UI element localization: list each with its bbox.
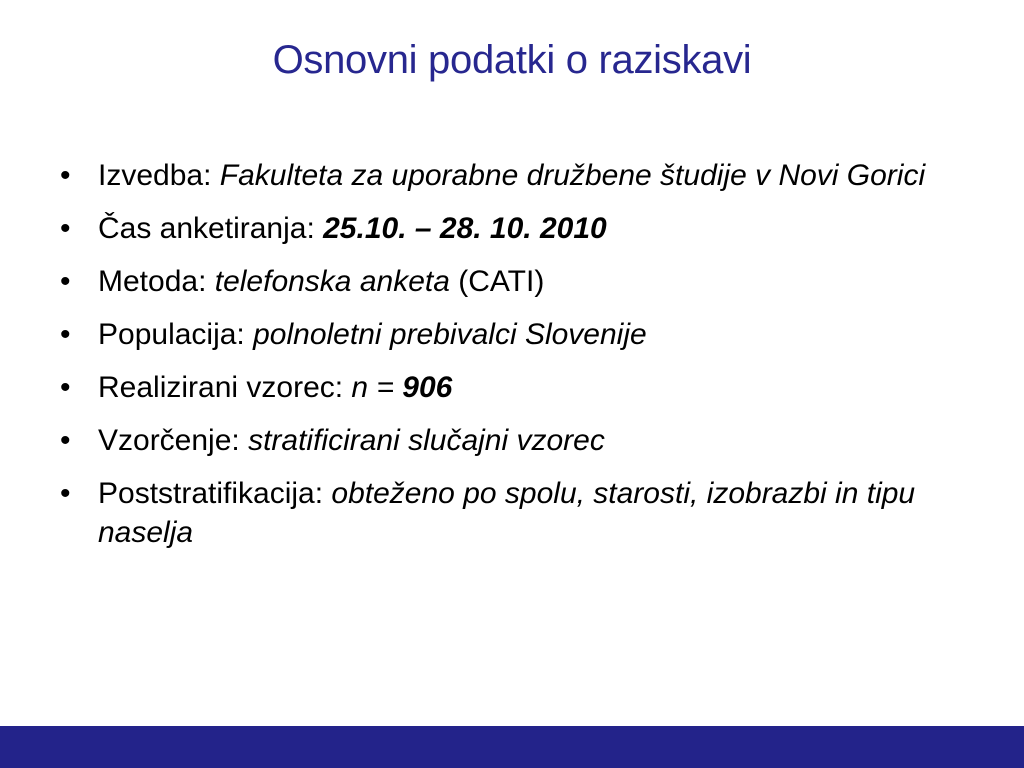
- bullet-value: 25.10. – 28. 10. 2010: [323, 212, 607, 245]
- bullet-value: stratificirani slučajni vzorec: [248, 424, 605, 457]
- bullet-label: Poststratifikacija:: [98, 477, 332, 510]
- footer-bar: [0, 726, 1024, 768]
- bullet-realizirani-vzorec: [60, 368, 960, 407]
- bullet-izvedba: [60, 156, 960, 195]
- bullet-metoda: [60, 262, 960, 301]
- bullet-vzorcenje: [60, 421, 960, 460]
- bullet-suffix: (CATI): [449, 265, 545, 298]
- bullet-poststratifikacija: [60, 474, 960, 552]
- bullet-label: Populacija:: [98, 318, 254, 351]
- bullet-populacija: [60, 315, 960, 354]
- bullet-value: Fakulteta za uporabne družbene študije v Novi Gorici: [219, 159, 926, 192]
- bullet-value: telefonska anketa: [214, 265, 450, 298]
- bullet-label: Vzorčenje:: [98, 424, 249, 457]
- bullet-label: Realizirani vzorec:: [98, 371, 352, 404]
- bullet-label: Izvedba:: [98, 159, 220, 192]
- bullet-value: polnoletni prebivalci Slovenije: [253, 318, 647, 351]
- bullet-value: obteženo po spolu, starosti, izobrazbi in tipu naselja: [98, 477, 916, 549]
- bullet-value: n =: [351, 371, 403, 404]
- bullet-list: [60, 156, 960, 566]
- slide-title: Osnovni podatki o raziskavi: [272, 38, 752, 82]
- bullet-label: Čas anketiranja:: [98, 212, 324, 245]
- bullet-label: Metoda:: [98, 265, 215, 298]
- bullet-cas-anketiranja: [60, 209, 960, 248]
- bullet-value-bold: 906: [402, 371, 453, 404]
